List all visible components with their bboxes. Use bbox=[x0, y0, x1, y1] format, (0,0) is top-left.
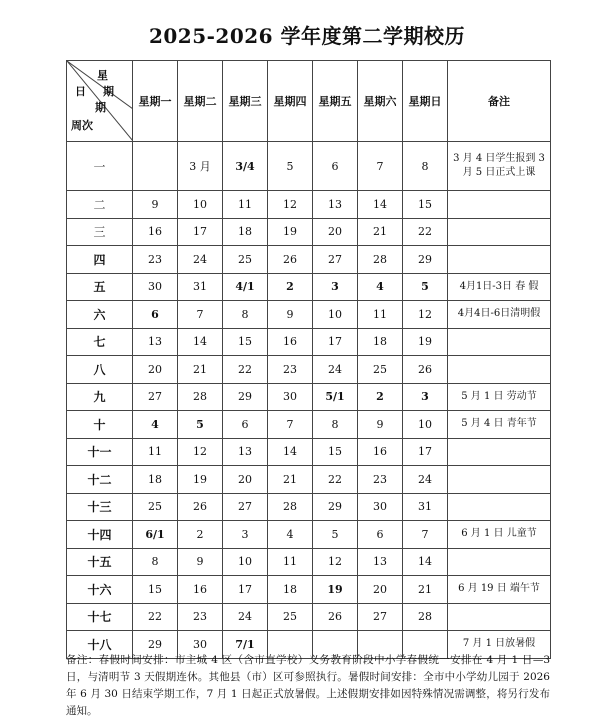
week-number-cell: 一 bbox=[67, 142, 133, 191]
date-cell: 25 bbox=[268, 603, 313, 631]
week-number-cell: 十八 bbox=[67, 631, 133, 659]
remark-cell bbox=[448, 548, 551, 576]
week-number-cell: 十七 bbox=[67, 603, 133, 631]
remark-cell: 6 月 19 日 端午节 bbox=[448, 576, 551, 604]
date-cell: 16 bbox=[268, 328, 313, 356]
remark-cell bbox=[448, 493, 551, 521]
remark-cell bbox=[448, 246, 551, 274]
table-row bbox=[67, 301, 551, 329]
remark-cell: 5 月 4 日 青年节 bbox=[448, 411, 551, 439]
date-cell: 28 bbox=[268, 493, 313, 521]
table-row bbox=[67, 273, 551, 301]
date-cell: 6/1 bbox=[133, 521, 178, 549]
date-cell: 28 bbox=[358, 246, 403, 274]
remark-cell: 5 月 1 日 劳动节 bbox=[448, 383, 551, 411]
date-cell: 9 bbox=[358, 411, 403, 439]
date-cell: 3 bbox=[313, 273, 358, 301]
date-cell: 5 bbox=[403, 273, 448, 301]
date-cell: 4/1 bbox=[223, 273, 268, 301]
date-cell: 11 bbox=[133, 438, 178, 466]
date-cell: 30 bbox=[133, 273, 178, 301]
date-cell: 10 bbox=[403, 411, 448, 439]
date-cell: 17 bbox=[223, 576, 268, 604]
date-cell: 8 bbox=[403, 142, 448, 191]
date-cell: 15 bbox=[133, 576, 178, 604]
date-cell: 13 bbox=[133, 328, 178, 356]
date-cell: 30 bbox=[178, 631, 223, 659]
date-cell: 5 bbox=[268, 142, 313, 191]
date-cell: 3 月 bbox=[178, 142, 223, 191]
date-cell: 28 bbox=[403, 603, 448, 631]
date-cell: 24 bbox=[223, 603, 268, 631]
week-number-cell: 三 bbox=[67, 218, 133, 246]
date-cell: 26 bbox=[268, 246, 313, 274]
header-wednesday: 星期三 bbox=[223, 61, 268, 142]
date-cell: 17 bbox=[178, 218, 223, 246]
remark-cell: 3 月 4 日学生报到 3 月 5 日正式上课 bbox=[448, 142, 551, 191]
date-cell: 30 bbox=[358, 493, 403, 521]
date-cell: 25 bbox=[133, 493, 178, 521]
table-row bbox=[67, 218, 551, 246]
date-cell bbox=[133, 142, 178, 191]
date-cell: 8 bbox=[223, 301, 268, 329]
date-cell: 5 bbox=[313, 521, 358, 549]
week-number-cell: 四 bbox=[67, 246, 133, 274]
date-cell: 7 bbox=[268, 411, 313, 439]
date-cell: 14 bbox=[178, 328, 223, 356]
header-tuesday: 星期二 bbox=[178, 61, 223, 142]
table-row bbox=[67, 411, 551, 439]
header-thursday: 星期四 bbox=[268, 61, 313, 142]
date-cell: 18 bbox=[223, 218, 268, 246]
date-cell: 6 bbox=[358, 521, 403, 549]
date-cell: 13 bbox=[313, 191, 358, 219]
remark-cell bbox=[448, 603, 551, 631]
table-row bbox=[67, 493, 551, 521]
table-row bbox=[67, 356, 551, 384]
date-cell: 26 bbox=[313, 603, 358, 631]
date-cell: 25 bbox=[223, 246, 268, 274]
date-cell: 5 bbox=[178, 411, 223, 439]
week-number-cell: 六 bbox=[67, 301, 133, 329]
table-row bbox=[67, 576, 551, 604]
date-cell: 21 bbox=[178, 356, 223, 384]
table-row bbox=[67, 548, 551, 576]
footnote: 备注：春假时间安排：市主城 4 区（含市直学校）义务教育阶段中小学春假统一安排在 4 月 1 日—3 日，与清明节 3 天假期连休。其他县（市）区可参照执行。暑假时间安排：全市中小学幼儿园于 2026 年 6 月 30 日结束学期工作，7 月 1 日起正式放暑假。上述假期安排如因特殊情况需调整，将另行发布通知。 bbox=[66, 654, 550, 717]
date-cell: 6 bbox=[313, 142, 358, 191]
date-cell: 9 bbox=[133, 191, 178, 219]
calendar-table bbox=[66, 60, 551, 659]
date-cell: 10 bbox=[223, 548, 268, 576]
date-cell: 29 bbox=[223, 383, 268, 411]
date-cell: 17 bbox=[403, 438, 448, 466]
date-cell: 14 bbox=[358, 191, 403, 219]
date-cell: 11 bbox=[268, 548, 313, 576]
corner-label-xing: 星 bbox=[97, 69, 108, 82]
date-cell: 4 bbox=[133, 411, 178, 439]
header-corner-cell bbox=[67, 61, 133, 142]
table-row bbox=[67, 142, 551, 191]
date-cell: 10 bbox=[313, 301, 358, 329]
date-cell: 18 bbox=[268, 576, 313, 604]
date-cell: 26 bbox=[403, 356, 448, 384]
date-cell: 21 bbox=[403, 576, 448, 604]
date-cell: 6 bbox=[223, 411, 268, 439]
corner-label-qi: 期 bbox=[103, 85, 114, 98]
date-cell: 21 bbox=[268, 466, 313, 494]
date-cell: 2 bbox=[358, 383, 403, 411]
date-cell: 15 bbox=[223, 328, 268, 356]
date-cell: 29 bbox=[403, 246, 448, 274]
week-number-cell: 十二 bbox=[67, 466, 133, 494]
date-cell: 28 bbox=[178, 383, 223, 411]
remark-cell: 4月4日-6日清明假 bbox=[448, 301, 551, 329]
date-cell: 13 bbox=[358, 548, 403, 576]
week-number-cell: 十四 bbox=[67, 521, 133, 549]
week-number-cell: 十一 bbox=[67, 438, 133, 466]
date-cell: 19 bbox=[403, 328, 448, 356]
remark-cell: 6 月 1 日 儿童节 bbox=[448, 521, 551, 549]
header-sunday: 星期日 bbox=[403, 61, 448, 142]
date-cell: 11 bbox=[223, 191, 268, 219]
date-cell: 15 bbox=[403, 191, 448, 219]
date-cell: 29 bbox=[313, 493, 358, 521]
table-row bbox=[67, 521, 551, 549]
date-cell: 29 bbox=[133, 631, 178, 659]
week-number-cell: 二 bbox=[67, 191, 133, 219]
date-cell: 7 bbox=[178, 301, 223, 329]
remark-cell: 4月1日-3日 春 假 bbox=[448, 273, 551, 301]
date-cell: 6 bbox=[133, 301, 178, 329]
date-cell: 3 bbox=[403, 383, 448, 411]
week-number-cell: 五 bbox=[67, 273, 133, 301]
header-row bbox=[67, 61, 551, 142]
date-cell: 9 bbox=[178, 548, 223, 576]
remark-cell bbox=[448, 438, 551, 466]
remark-cell bbox=[448, 191, 551, 219]
date-cell: 9 bbox=[268, 301, 313, 329]
remark-cell bbox=[448, 328, 551, 356]
date-cell: 19 bbox=[268, 218, 313, 246]
date-cell: 30 bbox=[268, 383, 313, 411]
date-cell: 16 bbox=[358, 438, 403, 466]
date-cell: 23 bbox=[268, 356, 313, 384]
date-cell: 23 bbox=[133, 246, 178, 274]
date-cell: 19 bbox=[313, 576, 358, 604]
date-cell: 11 bbox=[358, 301, 403, 329]
date-cell: 27 bbox=[133, 383, 178, 411]
date-cell: 26 bbox=[178, 493, 223, 521]
week-number-cell: 十六 bbox=[67, 576, 133, 604]
corner-label-ri: 日 bbox=[75, 85, 86, 98]
date-cell: 8 bbox=[313, 411, 358, 439]
date-cell: 15 bbox=[313, 438, 358, 466]
date-cell: 23 bbox=[178, 603, 223, 631]
date-cell: 20 bbox=[313, 218, 358, 246]
header-saturday: 星期六 bbox=[358, 61, 403, 142]
date-cell: 21 bbox=[358, 218, 403, 246]
date-cell: 14 bbox=[403, 548, 448, 576]
table-row bbox=[67, 191, 551, 219]
table-row bbox=[67, 466, 551, 494]
week-number-cell: 十 bbox=[67, 411, 133, 439]
date-cell: 3/4 bbox=[223, 142, 268, 191]
remark-cell: 7 月 1 日放暑假 bbox=[448, 631, 551, 659]
corner-label-zhouci: 周次 bbox=[71, 119, 93, 132]
date-cell: 10 bbox=[178, 191, 223, 219]
remark-cell bbox=[448, 218, 551, 246]
date-cell: 12 bbox=[403, 301, 448, 329]
date-cell: 2 bbox=[268, 273, 313, 301]
week-number-cell: 七 bbox=[67, 328, 133, 356]
date-cell: 7/1 bbox=[223, 631, 268, 659]
date-cell: 4 bbox=[268, 521, 313, 549]
date-cell: 20 bbox=[223, 466, 268, 494]
date-cell: 13 bbox=[223, 438, 268, 466]
table-row bbox=[67, 383, 551, 411]
date-cell: 8 bbox=[133, 548, 178, 576]
date-cell: 24 bbox=[178, 246, 223, 274]
header-remark: 备注 bbox=[448, 61, 551, 142]
date-cell: 12 bbox=[268, 191, 313, 219]
date-cell: 25 bbox=[358, 356, 403, 384]
date-cell: 22 bbox=[223, 356, 268, 384]
date-cell: 16 bbox=[133, 218, 178, 246]
date-cell: 19 bbox=[178, 466, 223, 494]
date-cell: 7 bbox=[358, 142, 403, 191]
date-cell: 24 bbox=[313, 356, 358, 384]
header-friday: 星期五 bbox=[313, 61, 358, 142]
date-cell: 22 bbox=[133, 603, 178, 631]
date-cell: 7 bbox=[403, 521, 448, 549]
date-cell: 17 bbox=[313, 328, 358, 356]
remark-cell bbox=[448, 466, 551, 494]
date-cell: 4 bbox=[358, 273, 403, 301]
date-cell: 24 bbox=[403, 466, 448, 494]
date-cell: 27 bbox=[223, 493, 268, 521]
date-cell: 12 bbox=[313, 548, 358, 576]
table-row bbox=[67, 246, 551, 274]
date-cell: 14 bbox=[268, 438, 313, 466]
page-title: 2025-2026 学年度第二学期校历 bbox=[148, 24, 466, 48]
date-cell: 18 bbox=[133, 466, 178, 494]
week-number-cell: 十五 bbox=[67, 548, 133, 576]
date-cell: 31 bbox=[403, 493, 448, 521]
table-row bbox=[67, 603, 551, 631]
date-cell: 20 bbox=[358, 576, 403, 604]
date-cell: 16 bbox=[178, 576, 223, 604]
calendar-body bbox=[67, 142, 551, 659]
date-cell: 3 bbox=[223, 521, 268, 549]
date-cell: 27 bbox=[358, 603, 403, 631]
date-cell: 22 bbox=[313, 466, 358, 494]
table-row bbox=[67, 328, 551, 356]
week-number-cell: 十三 bbox=[67, 493, 133, 521]
date-cell: 5/1 bbox=[313, 383, 358, 411]
date-cell: 23 bbox=[358, 466, 403, 494]
remark-cell bbox=[448, 356, 551, 384]
date-cell: 18 bbox=[358, 328, 403, 356]
date-cell: 22 bbox=[403, 218, 448, 246]
date-cell: 27 bbox=[313, 246, 358, 274]
date-cell: 2 bbox=[178, 521, 223, 549]
corner-label-qi2: 期 bbox=[95, 101, 106, 114]
header-monday: 星期一 bbox=[133, 61, 178, 142]
date-cell: 31 bbox=[178, 273, 223, 301]
date-cell: 12 bbox=[178, 438, 223, 466]
table-row bbox=[67, 438, 551, 466]
week-number-cell: 九 bbox=[67, 383, 133, 411]
date-cell: 20 bbox=[133, 356, 178, 384]
week-number-cell: 八 bbox=[67, 356, 133, 384]
